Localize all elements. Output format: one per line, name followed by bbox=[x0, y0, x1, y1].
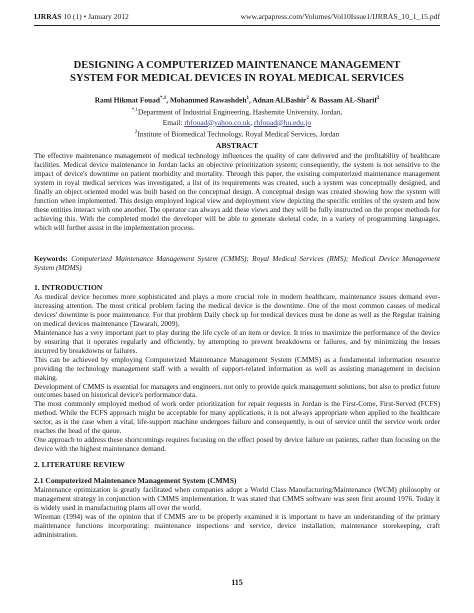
author-3-sup: 2 bbox=[306, 96, 309, 101]
journal-name: IJRRAS bbox=[34, 12, 62, 21]
issue-info: 10 (1) • January 2012 bbox=[63, 12, 129, 21]
paragraph: The most commonly employed method of work order prioritization for repair requests in Jordan is the First-Come, First-Served (FCFS) method. While the FCFS approach might be acceptable for many applications, it is not always appropriate when applied to the healthcare sector, as is the case when a vital, life-support machine undergoes failure and consequently, is out of service until the service work order reaches the head of the queue. bbox=[34, 400, 440, 436]
author-4: Bassam AL-Sharif bbox=[318, 95, 377, 105]
abstract-text: The effective maintenance management of medical technology influences the quality of care delivered and the profitability of healthcare facilities. Medical device maintenance in Jordan lacks an objective prioritization system; consequently, the system is not sensitive to the impact of device's downtime on patient morbidity and mortality. Through this paper, the existing computerized maintenance management system in royal medical services was investigated, a list of its requirements was created, such a system was conceptually designed, and finally an object oriented model was built based on the conceptual design. A conceptual design was created showing how the system will function when implemented. This design employed logical view and deployment view depicting the specific entities of the system and how these entities interact with one another. The operator can always add these views and they will be fully instructed on the proper methods for achieving this. With the completed model the developer will be able to generate skeletal code, in a variety of programming languages, which will further assist in the implementation process. bbox=[34, 152, 440, 232]
keywords-label: Keywords: bbox=[34, 255, 68, 263]
running-header bbox=[34, 11, 440, 23]
keywords bbox=[34, 255, 440, 273]
header-rule bbox=[34, 25, 440, 26]
email-link-1[interactable]: rhfouad@yahoo.co.uk bbox=[184, 117, 251, 127]
paragraph: As medical device becomes more sophisticated and plays a more crucial role in modern healthcare, maintenance issues demand ever-increasing attention. The most critical problem facing the medical device is the downtime. One of the most common causes of medical devices' downtime is poor maintenance. For that problem Daily check up for medical devices must be done as well as the Regular training on medical devices maintenance (Tawarah, 2009). bbox=[34, 293, 440, 328]
paragraph: Wireman (1994) was of the opinion that if CMMS are to be properly examined it is important to have an understanding of the primary maintenance functions incorporating: maintenance inspections and service, device installation, maintenance storekeeping, craft administration. bbox=[34, 512, 440, 539]
section-2-1-heading: 2.1 Computerized Maintenance Management System (CMMS) bbox=[34, 476, 237, 485]
section-2-1-body bbox=[34, 486, 440, 540]
keywords-text: Computerized Maintenance Management System (CMMS); Royal Medical Services (RMS); Medical Device Management System (MDMS) bbox=[34, 255, 441, 272]
title-line-2: SYSTEM FOR MEDICAL DEVICES IN ROYAL MEDICAL SERVICES bbox=[70, 73, 404, 84]
author-1: Rami Hikmat Fouad bbox=[94, 95, 160, 105]
section-2-heading: 2. LITERATURE REVIEW bbox=[34, 460, 125, 469]
abstract-heading: ABSTRACT bbox=[215, 141, 259, 150]
author-1-sup: *,1 bbox=[159, 96, 167, 101]
paragraph: One approach to address these shortcomings requires focusing on the effect posed by device failure on patients, rather than focusing on the device with the highest maintenance demand. bbox=[34, 436, 440, 454]
affil-2-sup: 2 bbox=[134, 129, 138, 135]
journal-issue bbox=[34, 11, 129, 23]
paper-title bbox=[40, 59, 434, 85]
paragraph: This can be achieved by employing Computerized Maintenance Management System (CMMS) as a fundamental information resource providing the technology management staff with a wealth of support-related information as well as assisting management in decision making. bbox=[34, 355, 440, 382]
author-2-sup: 1 bbox=[246, 96, 250, 101]
page-number: 115 bbox=[231, 578, 243, 587]
email-link-2[interactable]: rhfouad@hu.edu.jo bbox=[253, 117, 312, 127]
section-1-body bbox=[34, 293, 440, 454]
paragraph: Development of CMMS is essential for managers and engineers, not only to provide quick management solutions, but also to predict future outcomes based on historical device's performance data. bbox=[34, 382, 440, 400]
paragraph: Maintenance has a very important part to play during the life cycle of an item or device. It tries to maximize the performance of the device by ensuring that it operates regularly and efficiently, by attempting to prevent breakdowns or failures, and by minimizing the losses incurred by breakdowns or failures. bbox=[34, 328, 440, 355]
affiliation-2 bbox=[34, 128, 440, 140]
author-4-sup: 2 bbox=[376, 96, 380, 101]
paragraph: Maintenance optimization is greatly facilitated when companies adopt a World Class Manufacturing/Maintenance (WCM) philosophy or management strategy in conjunction with CMMS implementation. It was stated that CMMS software was seen first around 1976. Today it is widely used in manufacturing plants all over the world. bbox=[34, 486, 440, 512]
email-line: Email: rhfouad@yahoo.co.uk, rhfouad@hu.edu.jo bbox=[162, 117, 312, 127]
title-line-1: DESIGNING A COMPUTERIZED MAINTENANCE MANAGEMENT bbox=[73, 60, 401, 71]
author-names: Rami Hikmat Fouad$^{*,1}$, Mohammed Rawashdeh$^1$, Adnan ALBashir$^2$ & Bassam AL-Sharif$^2$ bbox=[94, 95, 380, 105]
author-3: Adnan ALBashir bbox=[252, 95, 307, 105]
email-label: Email: bbox=[162, 117, 183, 127]
author-block bbox=[34, 94, 440, 140]
affil-2-text: Institute of Biomedical Technology, Royal Medical Services, Jordan bbox=[137, 129, 340, 139]
affiliation-1 bbox=[34, 106, 440, 118]
affil-1-sup: *,1 bbox=[131, 107, 139, 113]
affil-1-text: Department of Industrial Engineering, Hashemite University, Jordan, bbox=[138, 107, 343, 117]
section-1-heading: 1. INTRODUCTION bbox=[34, 283, 103, 292]
author-2: Mohammed Rawashdeh bbox=[169, 95, 247, 105]
header-url: www.arpapress.com/Volumes/Vol10Issue1/IJRRAS_10_1_15.pdf bbox=[240, 12, 440, 21]
